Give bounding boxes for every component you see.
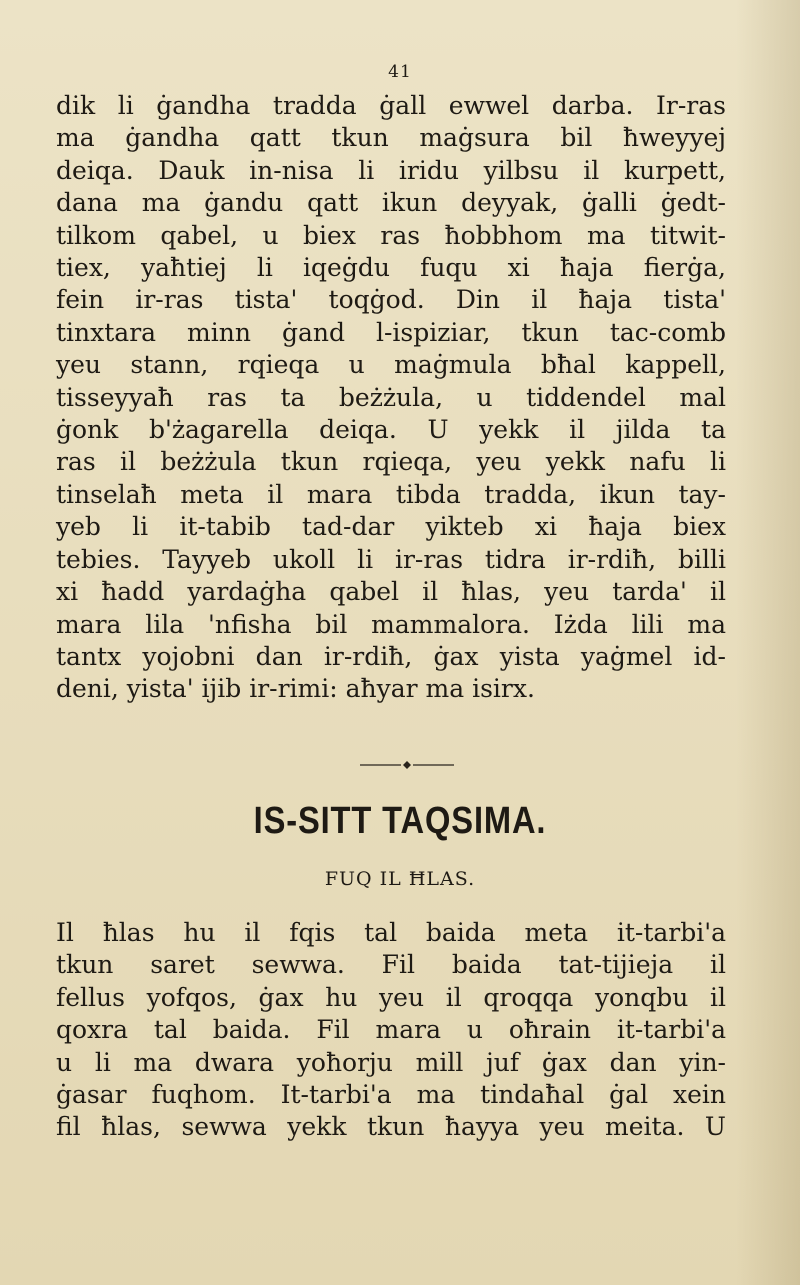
text-line: ġonk b'żagarella deiqa. U yekk il jilda ta — [56, 415, 726, 445]
ornament-divider — [360, 760, 454, 770]
text-line: ġasar fuqhom. It-tarbi'a ma tindaħal ġal xein — [56, 1080, 726, 1110]
text-line: tilkom qabel, u biex ras ħobbhom ma titwit- — [56, 220, 726, 250]
text-line: mara lila 'nfisha bil mammalora. Iżda lili ma — [56, 609, 726, 639]
text-line: fellus yofqos, ġax hu yeu il qroqqa yonqbu il — [56, 982, 726, 1012]
page-number: 41 — [388, 62, 412, 82]
section-subtitle: FUQ IL ĦLAS. — [324, 868, 476, 890]
text-line: tinselaħ meta il mara tibda tradda, ikun tay- — [56, 479, 726, 509]
text-line: deni, yista' ijib ir-rimi: aħyar ma isirx. — [56, 674, 535, 704]
section-title: IS-SITT TAQSIMA. — [253, 800, 547, 842]
text-line: fein ir-ras tista' toqġod. Din il ħaja tista' — [56, 285, 726, 315]
text-line: tantx yojobni dan ir-rdiħ, ġax yista yaġmel id- — [56, 641, 726, 671]
text-line: qoxra tal baida. Fil mara u oħrain it-tarbi'a — [56, 1015, 726, 1045]
text-line: ras il beżżula tkun rqieqa, yeu yekk nafu li — [56, 447, 726, 477]
text-line: dana ma ġandu qatt ikun deyyak, ġalli ġedt- — [56, 188, 726, 218]
text-line: tinxtara minn ġand l-ispiziar, tkun tac-comb — [56, 317, 726, 347]
text-line: tebies. Tayyeb ukoll li ir-ras tidra ir-rdiħ, billi — [56, 544, 726, 574]
text-line: yeu stann, rqieqa u maġmula bħal kappell, — [56, 350, 726, 380]
paragraph-2 — [56, 917, 726, 1144]
text-line: deiqa. Dauk in-nisa li iridu yilbsu il kurpett, — [56, 155, 726, 185]
text-line: ma ġandha qatt tkun maġsura bil ħweyyej — [56, 123, 726, 153]
text-line: tiex, yaħtiej li iqeġdu fuqu xi ħaja fierġa, — [56, 253, 726, 283]
text-line: dik li ġandha tradda ġall ewwel darba. Ir-ras — [56, 91, 726, 120]
text-line: fil ħlas, sewwa yekk tkun ħayya yeu meita. U — [56, 1112, 726, 1142]
text-line: xi ħadd yardaġha qabel il ħlas, yeu tarda' il — [56, 577, 726, 607]
paragraph-1 — [56, 90, 726, 706]
text-line: u li ma dwara yoħorju mill juf ġax dan yin- — [56, 1047, 726, 1077]
text-line: Il ħlas hu il fqis tal baida meta it-tarbi'a — [56, 918, 726, 947]
text-line: tkun saret sewwa. Fil baida tat-tijieja il — [56, 950, 726, 980]
text-line: tisseyyaħ ras ta beżżula, u tiddendel mal — [56, 382, 726, 412]
text-line: yeb li it-tabib tad-dar yikteb xi ħaja biex — [56, 512, 726, 542]
